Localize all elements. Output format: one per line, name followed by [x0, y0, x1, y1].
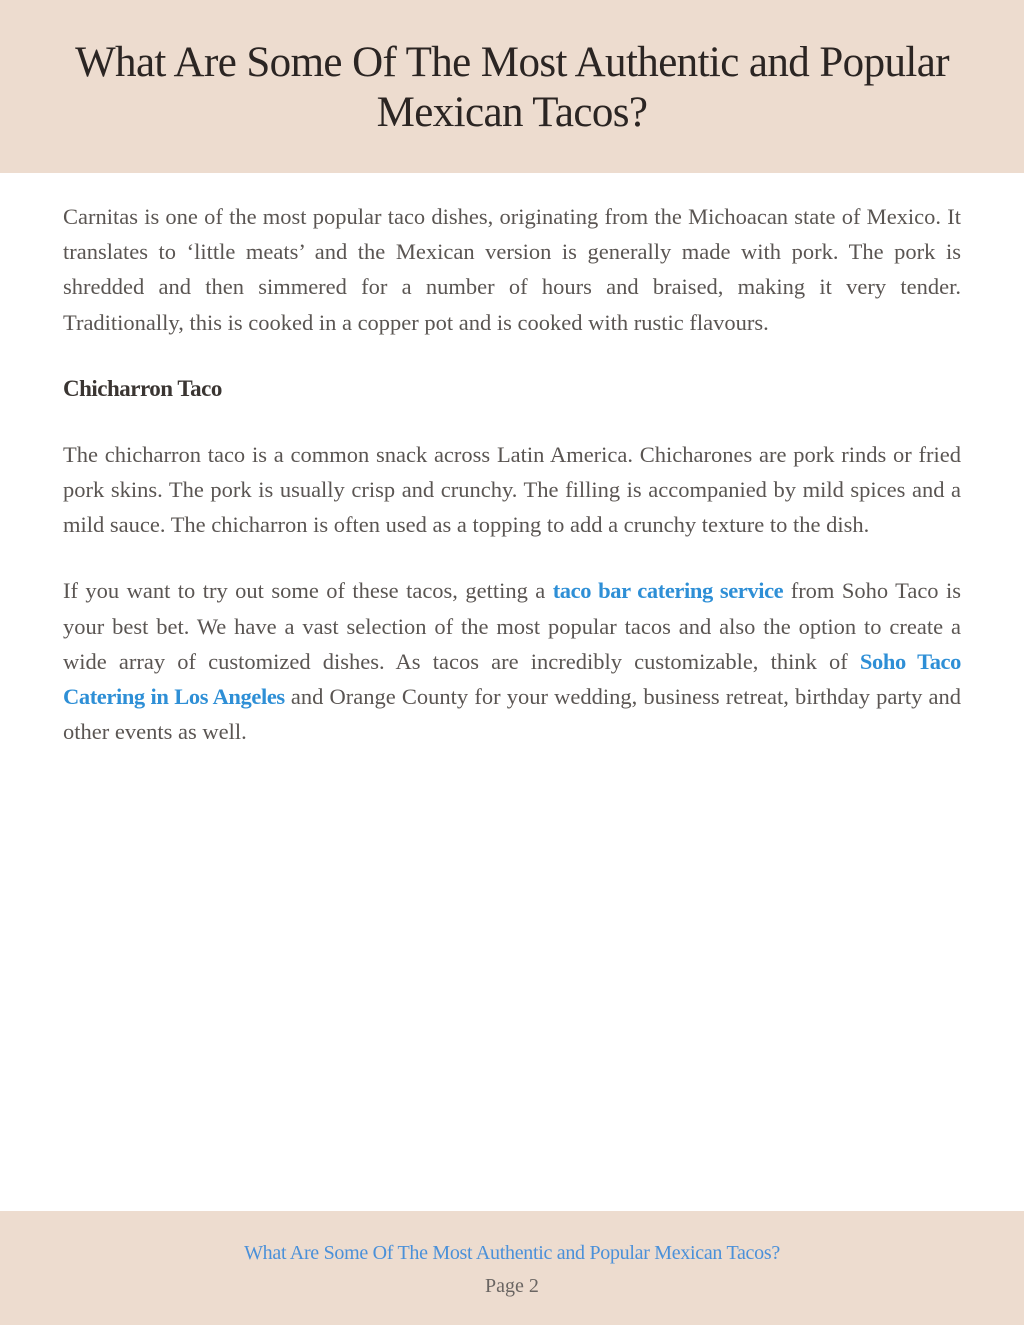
paragraph-text-segment: from Soho Taco is your best bet. We have a vast selection of the most popular tacos and also the option to create a wide array of customized dishes. As tacos are incredibly customizable, think of: [63, 578, 961, 674]
page-title: What Are Some Of The Most Authentic and Popular Mexican Tacos?: [75, 39, 949, 136]
paragraph-text-segment: If you want to try out some of these tacos, getting a: [63, 578, 553, 604]
footer-title-link[interactable]: What Are Some Of The Most Authentic and Popular Mexican Tacos?: [244, 1242, 780, 1264]
section-heading: Chicharron Taco: [63, 375, 222, 401]
paragraph-carnitas: Carnitas is one of the most popular taco dishes, originating from the Michoacan state of Mexico. It translates to ‘little meats’ and the Mexican version is generally made with pork. The pork is shredded and then simmered for a number of hours and braised, making it very tender. Traditionally, this is cooked in a copper pot and is cooked with rustic flavours.: [63, 204, 961, 335]
page-number: Page 2: [485, 1275, 539, 1297]
soho-taco-catering-link[interactable]: Soho Taco Catering in Los Angeles: [63, 648, 961, 710]
paragraph-chicharron: The chicharron taco is a common snack across Latin America. Chicharones are pork rinds or fried pork skins. The pork is usually crisp and crunchy. The filling is accompanied by mild spices and a mild sauce. The chicharron is often used as a topping to add a crunchy texture to the dish.: [63, 441, 961, 538]
footer-band: [0, 1211, 1024, 1325]
article-body: [63, 199, 961, 749]
paragraph-catering: [63, 573, 961, 749]
taco-bar-catering-link[interactable]: taco bar catering service: [552, 578, 784, 604]
paragraph-text-segment: and Orange County for your wedding, business retreat, birthday party and other events as well.: [63, 684, 961, 745]
